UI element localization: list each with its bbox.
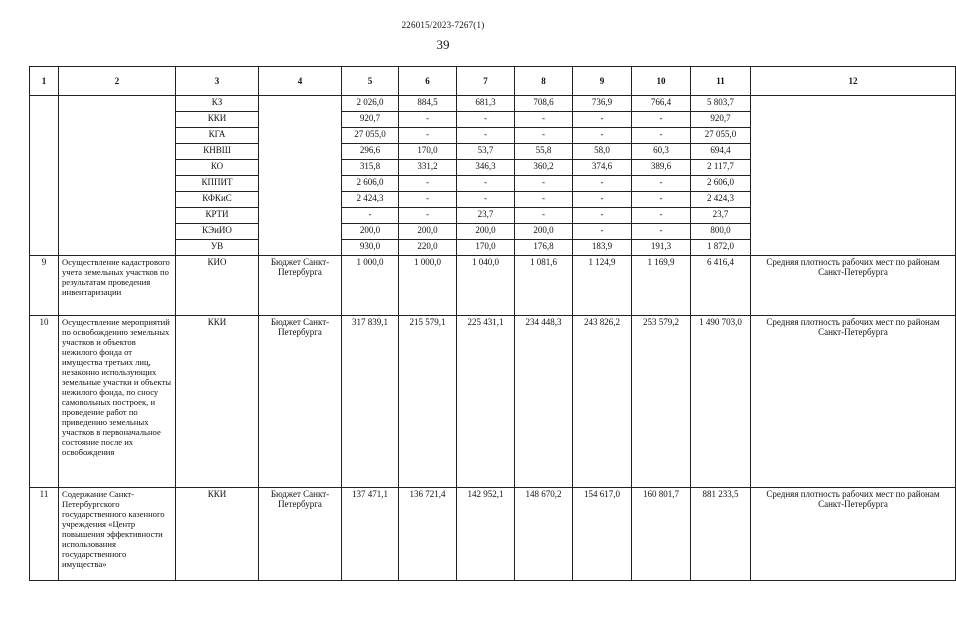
value-cell: -	[573, 128, 632, 144]
value-cell: 296,6	[342, 144, 399, 160]
column-header: 6	[399, 67, 457, 96]
value-cell: 6 416,4	[691, 256, 751, 316]
value-cell: -	[515, 112, 573, 128]
value-cell: 1 169,9	[632, 256, 691, 316]
document-number: 226015/2023-7267(1)	[401, 20, 485, 30]
page-number: 39	[436, 37, 450, 52]
indicator-cell: Средняя плотность рабочих мест по районам Санкт-Петербурга	[751, 256, 956, 316]
row-number: 11	[30, 488, 59, 581]
agency-cell: КО	[176, 160, 259, 176]
activity-name: Содержание Санкт-Петербургского государственного казенного учреждения «Центр повышения эффективности использования государственного имущества»	[59, 488, 176, 581]
value-cell: 27 055,0	[342, 128, 399, 144]
value-cell: 200,0	[515, 224, 573, 240]
value-cell: 374,6	[573, 160, 632, 176]
column-header: 4	[259, 67, 342, 96]
value-cell: -	[515, 176, 573, 192]
column-header: 3	[176, 67, 259, 96]
program-table	[29, 66, 956, 581]
value-cell: 2 117,7	[691, 160, 751, 176]
value-cell: 136 721,4	[399, 488, 457, 581]
value-cell: -	[632, 192, 691, 208]
indicator-cell: Средняя плотность рабочих мест по районам Санкт-Петербурга	[751, 316, 956, 488]
value-cell: -	[342, 208, 399, 224]
value-cell: -	[399, 112, 457, 128]
column-header: 11	[691, 67, 751, 96]
value-cell: 176,8	[515, 240, 573, 256]
value-cell: 53,7	[457, 144, 515, 160]
value-cell: -	[515, 192, 573, 208]
column-header: 10	[632, 67, 691, 96]
agency-cell: КЗ	[176, 96, 259, 112]
value-cell: 920,7	[342, 112, 399, 128]
value-cell: -	[573, 112, 632, 128]
value-cell: -	[573, 176, 632, 192]
column-header: 12	[751, 67, 956, 96]
agency-cell: КППИТ	[176, 176, 259, 192]
value-cell: 346,3	[457, 160, 515, 176]
value-cell: 2 606,0	[342, 176, 399, 192]
value-cell: 681,3	[457, 96, 515, 112]
value-cell: 884,5	[399, 96, 457, 112]
agency-cell: ККИ	[176, 112, 259, 128]
value-cell: 23,7	[691, 208, 751, 224]
value-cell: -	[515, 128, 573, 144]
value-cell: 1 872,0	[691, 240, 751, 256]
value-cell: 2 606,0	[691, 176, 751, 192]
value-cell: -	[632, 224, 691, 240]
value-cell: 170,0	[399, 144, 457, 160]
funding-source: Бюджет Санкт-Петербурга	[259, 316, 342, 488]
value-cell: 331,2	[399, 160, 457, 176]
value-cell: 200,0	[457, 224, 515, 240]
value-cell: 142 952,1	[457, 488, 515, 581]
value-cell: -	[399, 192, 457, 208]
column-header: 1	[30, 67, 59, 96]
value-cell: -	[632, 176, 691, 192]
header-row	[30, 67, 956, 96]
value-cell: 360,2	[515, 160, 573, 176]
row-number: 10	[30, 316, 59, 488]
value-cell: 220,0	[399, 240, 457, 256]
activity-name: Осуществление кадастрового учета земельных участков по результатам проведения инвентаризации	[59, 256, 176, 316]
funding-source: Бюджет Санкт-Петербурга	[259, 256, 342, 316]
activity-name: Осуществление мероприятий по освобождению земельных участков и объектов нежилого фонда от имущества третьих лиц, незаконно использующих земельные участки и объекты нежилого фонда, по сносу самовольных построек, и проведение работ по приведению земельных участков в первоначальное состояние после их освобождения	[59, 316, 176, 488]
agency-cell: КНВШ	[176, 144, 259, 160]
value-cell: 736,9	[573, 96, 632, 112]
value-cell: 243 826,2	[573, 316, 632, 488]
value-cell: -	[399, 128, 457, 144]
activity-name-cell	[59, 96, 176, 256]
value-cell: 191,3	[632, 240, 691, 256]
value-cell: 154 617,0	[573, 488, 632, 581]
value-cell: -	[632, 112, 691, 128]
value-cell: 2 424,3	[342, 192, 399, 208]
column-header: 5	[342, 67, 399, 96]
value-cell: 160 801,7	[632, 488, 691, 581]
agency-cell: КИО	[176, 256, 259, 316]
value-cell: 317 839,1	[342, 316, 399, 488]
value-cell: 5 803,7	[691, 96, 751, 112]
table-row	[30, 488, 956, 581]
value-cell: 27 055,0	[691, 128, 751, 144]
value-cell: 23,7	[457, 208, 515, 224]
value-cell: 200,0	[399, 224, 457, 240]
value-cell: 215 579,1	[399, 316, 457, 488]
value-cell: 881 233,5	[691, 488, 751, 581]
column-header: 9	[573, 67, 632, 96]
value-cell: 1 490 703,0	[691, 316, 751, 488]
value-cell: -	[457, 176, 515, 192]
table-row	[30, 256, 956, 316]
value-cell: -	[457, 112, 515, 128]
value-cell: -	[457, 128, 515, 144]
agency-cell: КГА	[176, 128, 259, 144]
value-cell: 234 448,3	[515, 316, 573, 488]
value-cell: 55,8	[515, 144, 573, 160]
agency-cell: ККИ	[176, 316, 259, 488]
funding-source: Бюджет Санкт-Петербурга	[259, 488, 342, 581]
agency-cell: КЭиИО	[176, 224, 259, 240]
value-cell: 183,9	[573, 240, 632, 256]
funding-source-cell	[259, 96, 342, 256]
value-cell: 766,4	[632, 96, 691, 112]
value-cell: 1 081,6	[515, 256, 573, 316]
value-cell: 315,8	[342, 160, 399, 176]
value-cell: 1 000,0	[342, 256, 399, 316]
indicator-cell	[751, 96, 956, 256]
value-cell: -	[632, 128, 691, 144]
value-cell: 170,0	[457, 240, 515, 256]
column-header: 7	[457, 67, 515, 96]
agency-cell: ККИ	[176, 488, 259, 581]
value-cell: 58,0	[573, 144, 632, 160]
value-cell: 253 579,2	[632, 316, 691, 488]
agency-cell: КРТИ	[176, 208, 259, 224]
value-cell: -	[457, 192, 515, 208]
value-cell: 800,0	[691, 224, 751, 240]
column-header: 8	[515, 67, 573, 96]
value-cell: 389,6	[632, 160, 691, 176]
column-header: 2	[59, 67, 176, 96]
value-cell: 920,7	[691, 112, 751, 128]
value-cell: 137 471,1	[342, 488, 399, 581]
value-cell: 200,0	[342, 224, 399, 240]
value-cell: -	[573, 224, 632, 240]
value-cell: -	[632, 208, 691, 224]
value-cell: 60,3	[632, 144, 691, 160]
value-cell: 1 124,9	[573, 256, 632, 316]
value-cell: 1 000,0	[399, 256, 457, 316]
agency-subrow	[30, 96, 956, 112]
agency-cell: УВ	[176, 240, 259, 256]
value-cell: 708,6	[515, 96, 573, 112]
value-cell: 2 424,3	[691, 192, 751, 208]
value-cell: -	[573, 208, 632, 224]
agency-cell: КФКиС	[176, 192, 259, 208]
value-cell: 225 431,1	[457, 316, 515, 488]
value-cell: 1 040,0	[457, 256, 515, 316]
row-number: 9	[30, 256, 59, 316]
value-cell: 930,0	[342, 240, 399, 256]
indicator-cell: Средняя плотность рабочих мест по районам Санкт-Петербурга	[751, 488, 956, 581]
value-cell: -	[573, 192, 632, 208]
value-cell: 2 026,0	[342, 96, 399, 112]
value-cell: -	[399, 176, 457, 192]
value-cell: -	[399, 208, 457, 224]
value-cell: 694,4	[691, 144, 751, 160]
row-number-cell	[30, 96, 59, 256]
value-cell: 148 670,2	[515, 488, 573, 581]
table-row	[30, 316, 956, 488]
value-cell: -	[515, 208, 573, 224]
